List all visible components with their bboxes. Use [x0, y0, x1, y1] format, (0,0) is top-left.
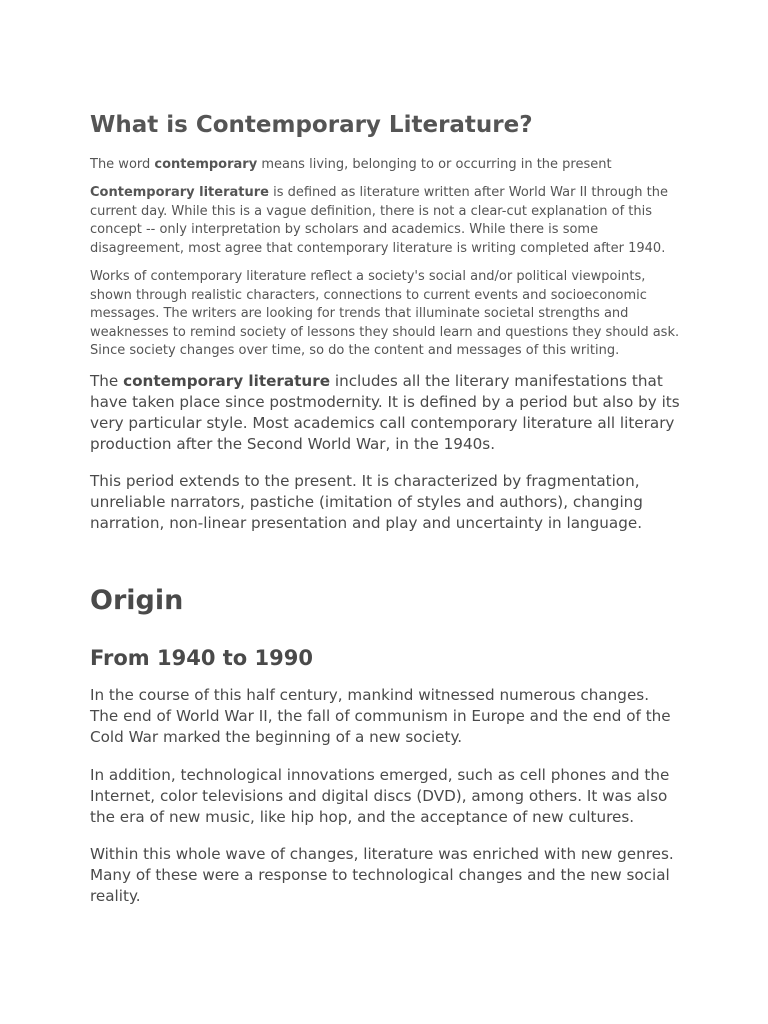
intro-paragraph	[90, 156, 680, 175]
origin-paragraph-3: Within this whole wave of changes, literature was enriched with new genres. Many of these were a response to technological changes and the new social reality.	[90, 845, 674, 905]
definition-paragraph	[90, 184, 680, 258]
origin-subheading: From 1940 to 1990	[90, 646, 313, 670]
manifestations-pre: The	[90, 372, 124, 390]
manifestations-text: includes all the literary manifestations that have taken place since postmodernity. It is defined by a period but also by its very particular style. Most academics call contemporary literature all literary production after the Second World War, in the 1940s.	[90, 372, 680, 453]
period-paragraph: This period extends to the present. It is characterized by fragmentation, unreliable narrators, pastiche (imitation of styles and authors), changing narration, non-linear presentation and play and uncertainty in language.	[90, 472, 643, 532]
origin-heading: Origin	[90, 585, 184, 616]
page-title: What is Contemporary Literature?	[90, 112, 533, 138]
manifestations-term: contemporary literature	[123, 372, 331, 390]
definition-term: Contemporary literature	[90, 185, 269, 200]
intro-post: means living, belonging to or occurring in the present	[257, 157, 612, 172]
intro-pre: The word	[90, 157, 155, 172]
intro-term: contemporary	[154, 157, 258, 172]
reflection-paragraph: Works of contemporary literature reflect a society's social and/or political viewpoints, shown through realistic characters, connections to current events and socioeconomic messages. The writers are looking for trends that illuminate societal strengths and weaknesses to remind society of lessons they should learn and questions they should ask. Since society changes over time, so do the content and messages of this writing.	[90, 269, 680, 359]
definition-text: is defined as literature written after World War II through the current day. While this is a vague definition, there is not a clear-cut explanation of this concept -- only interpretation by scholars and academics. While there is some disagreement, most agree that contemporary literature is writing completed after 1940.	[90, 185, 668, 256]
origin-paragraph-2: In addition, technological innovations emerged, such as cell phones and the Internet, color televisions and digital discs (DVD), among others. It was also the era of new music, like hip hop, and the acceptance of new cultures.	[90, 766, 670, 826]
manifestations-paragraph	[90, 371, 680, 455]
origin-paragraph-1: In the course of this half century, mankind witnessed numerous changes. The end of World War II, the fall of communism in Europe and the end of the Cold War marked the beginning of a new society.	[90, 686, 671, 746]
